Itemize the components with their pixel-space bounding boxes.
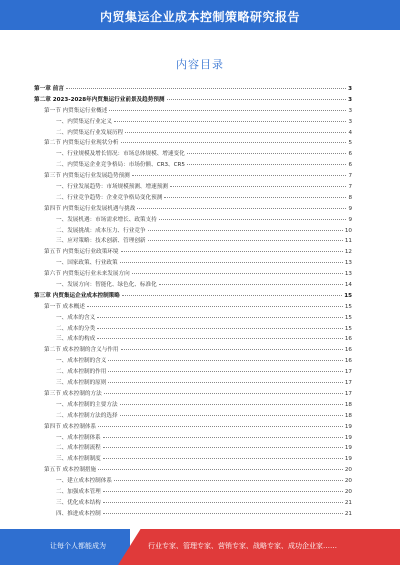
toc-entry[interactable] — [34, 171, 352, 182]
toc-leader-dots — [108, 382, 343, 383]
toc-entry-page: 20 — [344, 488, 352, 495]
toc-leader-dots — [114, 121, 346, 122]
toc-entry-page: 3 — [348, 118, 352, 125]
toc-entry-text: 三、成本控制的原则 — [56, 380, 107, 387]
toc-entry-page: 19 — [344, 456, 352, 463]
toc-leader-dots — [120, 404, 343, 405]
toc-entry[interactable] — [34, 95, 352, 106]
toc-leader-dots — [120, 415, 343, 416]
toc-entry-text: 三、成本控制制度 — [56, 456, 101, 463]
toc-entry-text: 二、成本控制流程 — [56, 445, 101, 452]
toc-leader-dots — [98, 469, 343, 470]
footer-banner — [0, 529, 400, 565]
toc-entry-page: 19 — [344, 434, 352, 441]
toc-leader-dots — [187, 153, 347, 154]
toc-entry[interactable] — [34, 106, 352, 117]
toc-entry-page: 9 — [348, 216, 352, 223]
toc-entry[interactable] — [34, 498, 352, 509]
toc-entry-page: 15 — [344, 325, 352, 332]
toc-entry-text: 一、内贸集运行业定义 — [56, 118, 112, 125]
toc-leader-dots — [108, 360, 343, 361]
toc-leader-dots — [103, 491, 343, 492]
toc-leader-dots — [159, 219, 347, 220]
toc-leader-dots — [159, 284, 343, 285]
toc-entry-text: 第二节 成本控制的含义与作用 — [44, 347, 119, 354]
toc-entry-text: 三、优化成本结构 — [56, 499, 101, 506]
toc-leader-dots — [104, 393, 343, 394]
toc-entry[interactable] — [34, 84, 352, 95]
toc-entry-page: 13 — [344, 260, 352, 267]
toc-leader-dots — [97, 317, 343, 318]
toc-entry-text: 第二章 2023-2028年内贸集运行业前景及趋势预测 — [34, 96, 165, 103]
toc-entry-page: 16 — [344, 358, 352, 365]
toc-entry[interactable] — [34, 345, 352, 356]
toc-leader-dots — [148, 230, 343, 231]
toc-entry-page: 3 — [348, 86, 352, 92]
toc-entry[interactable] — [34, 443, 352, 454]
toc-entry-text: 第五节 成本控制措施 — [44, 467, 97, 474]
toc-entry-page: 10 — [344, 227, 352, 234]
toc-entry-page: 21 — [344, 510, 352, 517]
toc-leader-dots — [164, 197, 346, 198]
toc-entry-text: 一、建立成本控制体系 — [56, 478, 112, 485]
toc-leader-dots — [121, 251, 343, 252]
toc-leader-dots — [187, 164, 346, 165]
toc-entry[interactable] — [34, 236, 352, 247]
toc-leader-dots — [120, 262, 343, 263]
toc-entry-text: 第六节 内贸集运行业未来发展方向 — [44, 271, 130, 278]
toc-entry[interactable] — [34, 291, 352, 302]
toc-entry[interactable] — [34, 182, 352, 193]
table-of-contents — [34, 84, 352, 520]
toc-entry-page: 18 — [344, 412, 352, 419]
toc-entry-text: 第一节 内贸集运行业概述 — [44, 107, 108, 114]
toc-entry-page: 15 — [344, 292, 352, 299]
toc-entry-text: 三、成本的构成 — [56, 336, 96, 343]
toc-leader-dots — [132, 273, 343, 274]
toc-entry-text: 二、发展挑战：成本压力、行业竞争 — [56, 227, 146, 234]
toc-entry-page: 20 — [344, 467, 352, 474]
toc-entry-text: 一、成本控制的主要方法 — [56, 401, 118, 408]
toc-entry-page: 21 — [344, 499, 352, 506]
toc-leader-dots — [125, 132, 346, 133]
toc-entry-page: 14 — [344, 282, 352, 289]
toc-entry-text: 第三节 成本控制的方法 — [44, 390, 102, 397]
toc-entry-text: 第一章 前言 — [34, 86, 64, 92]
toc-entry-text: 二、内贸集运企业竞争格局：市场份额、CR3、CR5 — [56, 162, 185, 169]
toc-entry-text: 第二节 内贸集运行业现状分析 — [44, 140, 119, 147]
toc-entry-page: 16 — [344, 336, 352, 343]
toc-entry-text: 一、成本控制体系 — [56, 434, 101, 441]
toc-entry-page: 17 — [344, 369, 352, 376]
footer-slogan-right: 行业专家、管理专家、营销专家、战略专家、成功企业家…… — [148, 542, 337, 550]
toc-entry[interactable] — [34, 324, 352, 335]
toc-entry[interactable] — [34, 476, 352, 487]
toc-entry[interactable] — [34, 160, 352, 171]
toc-entry-text: 第三章 内贸集运企业成本控制策略 — [34, 292, 120, 299]
toc-entry-page: 7 — [348, 173, 352, 180]
toc-entry-page: 12 — [344, 249, 352, 256]
toc-entry-text: 第四节 成本控制体系 — [44, 423, 97, 430]
toc-entry-page: 8 — [348, 194, 352, 201]
toc-entry[interactable] — [34, 247, 352, 258]
toc-entry[interactable] — [34, 215, 352, 226]
toc-entry-page: 6 — [348, 151, 352, 158]
toc-leader-dots — [109, 110, 346, 111]
toc-entry-page: 15 — [344, 303, 352, 310]
header-bar — [0, 0, 400, 30]
toc-leader-dots — [103, 458, 343, 459]
toc-entry[interactable] — [34, 487, 352, 498]
toc-entry[interactable] — [34, 258, 352, 269]
toc-entry-page: 19 — [344, 445, 352, 452]
toc-entry[interactable] — [34, 400, 352, 411]
toc-entry[interactable] — [34, 117, 352, 128]
toc-entry-page: 9 — [348, 205, 352, 212]
toc-heading: 内容目录 — [176, 58, 224, 71]
toc-leader-dots — [97, 338, 343, 339]
toc-leader-dots — [98, 426, 343, 427]
toc-entry[interactable] — [34, 226, 352, 237]
toc-entry-text: 一、发展机遇：市场需求增长、政策支持 — [56, 216, 157, 223]
toc-entry[interactable] — [34, 204, 352, 215]
toc-entry-page: 15 — [344, 314, 352, 321]
footer-slogan-left: 让每个人都能成为 — [50, 542, 106, 550]
toc-leader-dots — [97, 328, 343, 329]
toc-entry-text: 一、成本控制的含义 — [56, 358, 107, 365]
toc-entry-page: 13 — [344, 271, 352, 278]
toc-entry-page: 18 — [344, 401, 352, 408]
toc-entry[interactable] — [34, 193, 352, 204]
toc-entry-text: 四、推进成本控制 — [56, 510, 101, 517]
toc-entry[interactable] — [34, 465, 352, 476]
report-title: 内贸集运企业成本控制策略研究报告 — [99, 10, 300, 24]
toc-entry-page: 3 — [348, 96, 352, 103]
toc-entry-page: 4 — [348, 129, 352, 136]
toc-leader-dots — [121, 142, 347, 143]
toc-entry-text: 二、成本控制方法的选择 — [56, 412, 118, 419]
toc-entry[interactable] — [34, 454, 352, 465]
toc-entry-page: 11 — [344, 238, 352, 245]
toc-entry-text: 一、行业规模及增长情况：市场总体规模、增速变化 — [56, 151, 185, 158]
toc-entry-text: 第三节 内贸集运行业发展趋势预测 — [44, 173, 130, 180]
toc-entry[interactable] — [34, 378, 352, 389]
toc-entry-text: 第一节 成本概述 — [44, 303, 85, 310]
toc-entry[interactable] — [34, 138, 352, 149]
toc-entry[interactable] — [34, 280, 352, 291]
toc-entry-text: 二、成本控制的作用 — [56, 369, 107, 376]
toc-entry[interactable] — [34, 313, 352, 324]
toc-entry[interactable] — [34, 367, 352, 378]
toc-leader-dots — [137, 208, 346, 209]
toc-entry-page: 6 — [348, 162, 352, 169]
toc-entry-text: 一、国家政策、行业政策 — [56, 260, 118, 267]
toc-leader-dots — [103, 447, 343, 448]
toc-entry-page: 5 — [348, 140, 352, 147]
toc-entry-page: 17 — [344, 380, 352, 387]
toc-entry-text: 第五节 内贸集运行业政策环境 — [44, 249, 119, 256]
toc-leader-dots — [170, 186, 347, 187]
toc-entry-text: 二、加强成本管理 — [56, 488, 101, 495]
toc-leader-dots — [122, 295, 342, 296]
toc-leader-dots — [103, 513, 343, 514]
toc-entry-text: 二、行业竞争趋势：企业竞争格局变化预测 — [56, 194, 163, 201]
toc-entry[interactable] — [34, 433, 352, 444]
toc-entry[interactable] — [34, 389, 352, 400]
toc-entry-page: 17 — [344, 390, 352, 397]
toc-entry-text: 三、应对策略：技术创新、管理创新 — [56, 238, 146, 245]
toc-entry[interactable] — [34, 128, 352, 139]
toc-entry-page: 19 — [344, 423, 352, 430]
toc-entry-text: 一、行业发展趋势：市场规模预测、增速预测 — [56, 184, 168, 191]
toc-entry-text: 第四节 内贸集运行业发展机遇与挑战 — [44, 205, 136, 212]
toc-leader-dots — [167, 99, 347, 100]
toc-leader-dots — [148, 240, 343, 241]
toc-entry[interactable] — [34, 302, 352, 313]
toc-leader-dots — [66, 88, 346, 89]
toc-leader-dots — [103, 502, 343, 503]
toc-entry-text: 二、成本的分类 — [56, 325, 96, 332]
toc-entry[interactable] — [34, 509, 352, 520]
toc-entry-text: 一、成本的含义 — [56, 314, 96, 321]
toc-entry[interactable] — [34, 334, 352, 345]
toc-leader-dots — [87, 306, 343, 307]
toc-leader-dots — [108, 371, 343, 372]
toc-leader-dots — [114, 480, 343, 481]
toc-entry[interactable] — [34, 149, 352, 160]
toc-entry-page: 3 — [348, 107, 352, 114]
toc-entry[interactable] — [34, 269, 352, 280]
toc-entry-text: 一、发展方向：智能化、绿色化、标准化 — [56, 282, 157, 289]
toc-entry-page: 20 — [344, 478, 352, 485]
toc-leader-dots — [132, 175, 347, 176]
toc-entry[interactable] — [34, 411, 352, 422]
toc-entry[interactable] — [34, 356, 352, 367]
toc-entry-page: 16 — [344, 347, 352, 354]
toc-entry[interactable] — [34, 422, 352, 433]
toc-leader-dots — [103, 437, 343, 438]
toc-entry-page: 7 — [348, 184, 352, 191]
toc-leader-dots — [121, 349, 343, 350]
toc-entry-text: 二、内贸集运行业发展历程 — [56, 129, 124, 136]
